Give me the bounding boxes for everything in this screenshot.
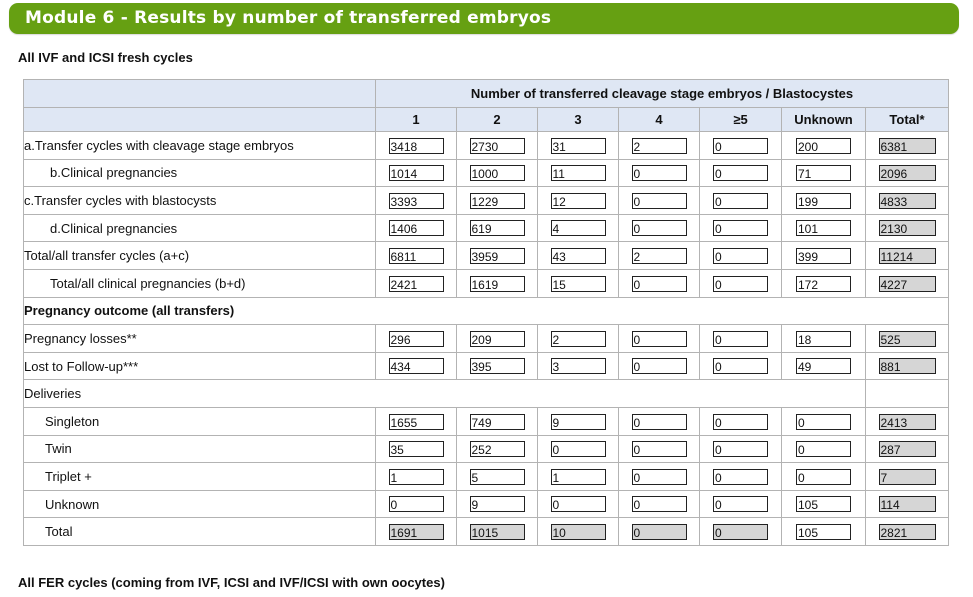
- value-input[interactable]: 2: [632, 138, 687, 154]
- value-input[interactable]: 749: [470, 414, 525, 430]
- value-input[interactable]: 0: [796, 469, 851, 485]
- value-input[interactable]: 3418: [389, 138, 444, 154]
- section-title-fresh-cycles: All IVF and ICSI fresh cycles: [18, 50, 193, 65]
- table-corner-sub: [24, 108, 376, 132]
- value-input[interactable]: 0: [713, 441, 768, 457]
- value-input[interactable]: 0: [713, 220, 768, 236]
- total-value: 2413: [879, 414, 936, 430]
- value-input[interactable]: 252: [470, 441, 525, 457]
- value-input[interactable]: 1: [551, 469, 606, 485]
- total-value: 114: [879, 496, 936, 512]
- value-input[interactable]: 11: [551, 165, 606, 181]
- value-input[interactable]: 0: [632, 276, 687, 292]
- table-corner: [24, 80, 376, 108]
- value-input[interactable]: 0: [551, 441, 606, 457]
- value-input[interactable]: 209: [470, 331, 525, 347]
- table-row: [24, 463, 949, 491]
- value-input[interactable]: 1655: [389, 414, 444, 430]
- column-header: Unknown: [782, 108, 866, 132]
- value-input[interactable]: 399: [796, 248, 851, 264]
- value-input[interactable]: 0: [632, 358, 687, 374]
- value-input[interactable]: 434: [389, 358, 444, 374]
- row-label: Lost to Follow-up***: [24, 352, 376, 380]
- row-label: Total/all transfer cycles (a+c): [24, 242, 376, 270]
- value-input[interactable]: 296: [389, 331, 444, 347]
- table-row: [24, 297, 949, 325]
- computed-value: 0: [713, 524, 768, 540]
- column-header: 2: [457, 108, 538, 132]
- table-row: [24, 435, 949, 463]
- value-input[interactable]: 1619: [470, 276, 525, 292]
- computed-value: 1691: [389, 524, 444, 540]
- total-value: 287: [879, 441, 936, 457]
- value-input[interactable]: 0: [713, 496, 768, 512]
- value-input[interactable]: 71: [796, 165, 851, 181]
- value-input[interactable]: 0: [632, 441, 687, 457]
- value-input[interactable]: 0: [632, 220, 687, 236]
- value-input[interactable]: 0: [632, 496, 687, 512]
- value-input[interactable]: 619: [470, 220, 525, 236]
- value-input[interactable]: 9: [470, 496, 525, 512]
- deliveries-heading: Deliveries: [24, 380, 866, 408]
- value-input[interactable]: 2: [632, 248, 687, 264]
- total-value: 2130: [879, 220, 936, 236]
- value-input[interactable]: 0: [632, 165, 687, 181]
- table-row: [24, 407, 949, 435]
- value-input[interactable]: 395: [470, 358, 525, 374]
- table-row: [24, 325, 949, 353]
- computed-value: 1015: [470, 524, 525, 540]
- value-input[interactable]: 31: [551, 138, 606, 154]
- table-row: [24, 518, 949, 546]
- total-value: 2821: [879, 524, 936, 540]
- value-input[interactable]: 1406: [389, 220, 444, 236]
- section-title-fer-cycles: All FER cycles (coming from IVF, ICSI and IVF/ICSI with own oocytes): [18, 575, 445, 590]
- column-header: 1: [376, 108, 457, 132]
- row-label: Singleton: [24, 407, 376, 435]
- value-input[interactable]: 0: [713, 165, 768, 181]
- value-input[interactable]: 0: [632, 414, 687, 430]
- value-input[interactable]: 0: [713, 248, 768, 264]
- total-value: 2096: [879, 165, 936, 181]
- value-input[interactable]: 0: [632, 469, 687, 485]
- value-input[interactable]: 43: [551, 248, 606, 264]
- value-input[interactable]: 6811: [389, 248, 444, 264]
- total-value: 525: [879, 331, 936, 347]
- module-title: Module 6 - Results by number of transferred embryos: [25, 8, 552, 28]
- value-input[interactable]: 0: [713, 193, 768, 209]
- row-label: Twin: [24, 435, 376, 463]
- row-label: Total: [24, 518, 376, 546]
- results-table: [23, 79, 949, 546]
- value-input[interactable]: 18: [796, 331, 851, 347]
- table-row: [24, 214, 949, 242]
- empty-cell: [866, 380, 949, 408]
- value-input[interactable]: 5: [470, 469, 525, 485]
- value-input[interactable]: 105: [796, 524, 851, 540]
- column-header: ≥5: [700, 108, 782, 132]
- module-header: [9, 3, 959, 34]
- pregnancy-outcome-heading: Pregnancy outcome (all transfers): [24, 297, 949, 325]
- value-input[interactable]: 35: [389, 441, 444, 457]
- value-input[interactable]: 0: [796, 414, 851, 430]
- value-input[interactable]: 2730: [470, 138, 525, 154]
- table-row: [24, 490, 949, 518]
- value-input[interactable]: 0: [713, 138, 768, 154]
- table-row: [24, 242, 949, 270]
- value-input[interactable]: 101: [796, 220, 851, 236]
- value-input[interactable]: 3959: [470, 248, 525, 264]
- row-label: Unknown: [24, 490, 376, 518]
- value-input[interactable]: 2421: [389, 276, 444, 292]
- value-input[interactable]: 12: [551, 193, 606, 209]
- value-input[interactable]: 1000: [470, 165, 525, 181]
- value-input[interactable]: 3393: [389, 193, 444, 209]
- value-input[interactable]: 172: [796, 276, 851, 292]
- total-value: 4227: [879, 276, 936, 292]
- total-value: 881: [879, 358, 936, 374]
- row-label: d.Clinical pregnancies: [24, 214, 376, 242]
- value-input[interactable]: 3: [551, 358, 606, 374]
- value-input[interactable]: 0: [713, 358, 768, 374]
- value-input[interactable]: 0: [632, 331, 687, 347]
- table-row: [24, 132, 949, 160]
- value-input[interactable]: 1229: [470, 193, 525, 209]
- value-input[interactable]: 49: [796, 358, 851, 374]
- value-input[interactable]: 0: [551, 496, 606, 512]
- column-header: 4: [619, 108, 700, 132]
- row-label: c.Transfer cycles with blastocysts: [24, 187, 376, 215]
- total-value: 7: [879, 469, 936, 485]
- value-input[interactable]: 0: [713, 469, 768, 485]
- row-label: a.Transfer cycles with cleavage stage embryos: [24, 132, 376, 160]
- column-header: 3: [538, 108, 619, 132]
- computed-value: 10: [551, 524, 606, 540]
- computed-value: 0: [632, 524, 687, 540]
- value-input[interactable]: 1: [389, 469, 444, 485]
- total-value: 6381: [879, 138, 936, 154]
- value-input[interactable]: 0: [713, 414, 768, 430]
- value-input[interactable]: 1014: [389, 165, 444, 181]
- row-label: b.Clinical pregnancies: [24, 159, 376, 187]
- value-input[interactable]: 15: [551, 276, 606, 292]
- table-row: [24, 380, 949, 408]
- value-input[interactable]: 105: [796, 496, 851, 512]
- group-header: Number of transferred cleavage stage embryos / Blastocystes: [376, 80, 949, 108]
- row-label: Triplet +: [24, 463, 376, 491]
- row-label: Total/all clinical pregnancies (b+d): [24, 269, 376, 297]
- value-input[interactable]: 200: [796, 138, 851, 154]
- table-row: [24, 352, 949, 380]
- value-input[interactable]: 9: [551, 414, 606, 430]
- total-value: 11214: [879, 248, 936, 264]
- total-value: 4833: [879, 193, 936, 209]
- table-row: [24, 269, 949, 297]
- column-header-total: Total*: [866, 108, 949, 132]
- value-input[interactable]: 0: [389, 496, 444, 512]
- row-label: Pregnancy losses**: [24, 325, 376, 353]
- value-input[interactable]: 2: [551, 331, 606, 347]
- value-input[interactable]: 0: [713, 276, 768, 292]
- value-input[interactable]: 0: [632, 193, 687, 209]
- table-row: [24, 159, 949, 187]
- table-row: [24, 187, 949, 215]
- value-input[interactable]: 0: [796, 441, 851, 457]
- value-input[interactable]: 0: [713, 331, 768, 347]
- value-input[interactable]: 4: [551, 220, 606, 236]
- value-input[interactable]: 199: [796, 193, 851, 209]
